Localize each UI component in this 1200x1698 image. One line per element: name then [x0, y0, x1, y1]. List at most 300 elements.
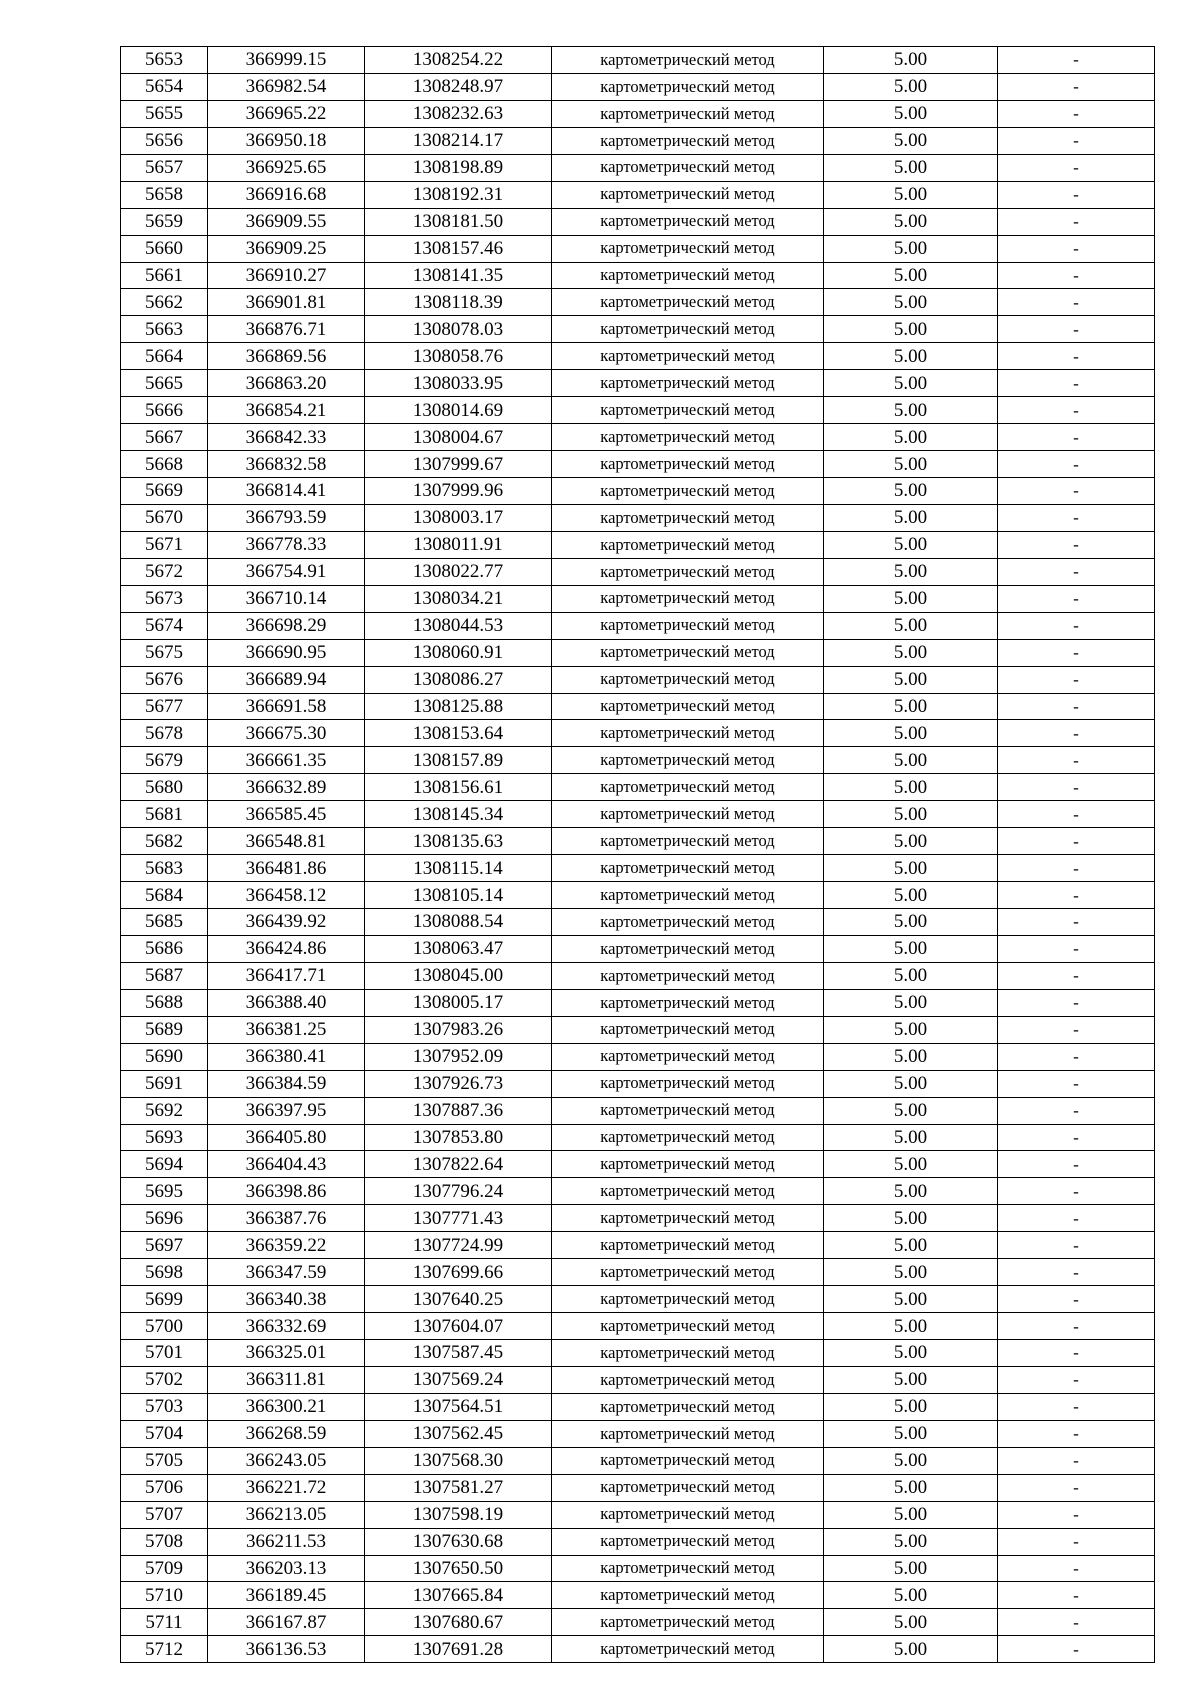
table-row: [121, 1609, 1155, 1636]
note-cell: -: [998, 1286, 1155, 1313]
note-cell: -: [998, 935, 1155, 962]
note-cell: -: [998, 1393, 1155, 1420]
point-number-cell: 5658: [121, 181, 208, 208]
accuracy-cell: 5.00: [824, 720, 998, 747]
note-cell: -: [998, 1609, 1155, 1636]
accuracy-cell: 5.00: [824, 1313, 998, 1340]
table-row: [121, 747, 1155, 774]
note-cell: -: [998, 1124, 1155, 1151]
y-coordinate-cell: 1308060.91: [365, 639, 552, 666]
method-cell: картометрический метод: [552, 1447, 824, 1474]
note-cell: -: [998, 855, 1155, 882]
note-cell: -: [998, 1070, 1155, 1097]
accuracy-cell: 5.00: [824, 962, 998, 989]
note-cell: -: [998, 989, 1155, 1016]
table-row: [121, 1043, 1155, 1070]
point-number-cell: 5679: [121, 747, 208, 774]
point-number-cell: 5678: [121, 720, 208, 747]
accuracy-cell: 5.00: [824, 208, 998, 235]
table-row: [121, 1447, 1155, 1474]
x-coordinate-cell: 366689.94: [208, 666, 365, 693]
y-coordinate-cell: 1307853.80: [365, 1124, 552, 1151]
method-cell: картометрический метод: [552, 1016, 824, 1043]
table-row: [121, 1636, 1155, 1663]
table-row: [121, 1016, 1155, 1043]
point-number-cell: 5693: [121, 1124, 208, 1151]
y-coordinate-cell: 1308145.34: [365, 801, 552, 828]
table-row: [121, 935, 1155, 962]
y-coordinate-cell: 1307604.07: [365, 1313, 552, 1340]
y-coordinate-cell: 1308088.54: [365, 909, 552, 936]
note-cell: -: [998, 154, 1155, 181]
note-cell: -: [998, 504, 1155, 531]
accuracy-cell: 5.00: [824, 397, 998, 424]
note-cell: -: [998, 774, 1155, 801]
point-number-cell: 5659: [121, 208, 208, 235]
x-coordinate-cell: 366211.53: [208, 1528, 365, 1555]
table-row: [121, 585, 1155, 612]
y-coordinate-cell: 1308141.35: [365, 262, 552, 289]
y-coordinate-cell: 1307983.26: [365, 1016, 552, 1043]
method-cell: картометрический метод: [552, 1286, 824, 1313]
note-cell: -: [998, 1420, 1155, 1447]
note-cell: -: [998, 1205, 1155, 1232]
note-cell: -: [998, 47, 1155, 74]
note-cell: -: [998, 747, 1155, 774]
accuracy-cell: 5.00: [824, 1205, 998, 1232]
table-row: [121, 855, 1155, 882]
point-number-cell: 5688: [121, 989, 208, 1016]
x-coordinate-cell: 366909.55: [208, 208, 365, 235]
y-coordinate-cell: 1308157.46: [365, 235, 552, 262]
x-coordinate-cell: 366910.27: [208, 262, 365, 289]
table-row: [121, 343, 1155, 370]
table-row: [121, 370, 1155, 397]
accuracy-cell: 5.00: [824, 424, 998, 451]
method-cell: картометрический метод: [552, 127, 824, 154]
table-row: [121, 424, 1155, 451]
point-number-cell: 5662: [121, 289, 208, 316]
point-number-cell: 5661: [121, 262, 208, 289]
table-row: [121, 1232, 1155, 1259]
note-cell: -: [998, 478, 1155, 505]
table-row: [121, 181, 1155, 208]
table-row: [121, 73, 1155, 100]
note-cell: -: [998, 1151, 1155, 1178]
point-number-cell: 5690: [121, 1043, 208, 1070]
accuracy-cell: 5.00: [824, 1636, 998, 1663]
accuracy-cell: 5.00: [824, 1070, 998, 1097]
table-row: [121, 1070, 1155, 1097]
point-number-cell: 5671: [121, 531, 208, 558]
method-cell: картометрический метод: [552, 208, 824, 235]
point-number-cell: 5698: [121, 1259, 208, 1286]
y-coordinate-cell: 1308011.91: [365, 531, 552, 558]
method-cell: картометрический метод: [552, 1313, 824, 1340]
table-row: [121, 504, 1155, 531]
coordinates-table: [120, 46, 1155, 1663]
y-coordinate-cell: 1307887.36: [365, 1097, 552, 1124]
point-number-cell: 5704: [121, 1420, 208, 1447]
method-cell: картометрический метод: [552, 801, 824, 828]
accuracy-cell: 5.00: [824, 1501, 998, 1528]
y-coordinate-cell: 1307564.51: [365, 1393, 552, 1420]
method-cell: картометрический метод: [552, 639, 824, 666]
table-row: [121, 1501, 1155, 1528]
note-cell: -: [998, 1043, 1155, 1070]
method-cell: картометрический метод: [552, 774, 824, 801]
note-cell: -: [998, 73, 1155, 100]
y-coordinate-cell: 1308125.88: [365, 693, 552, 720]
table-row: [121, 1340, 1155, 1367]
x-coordinate-cell: 366387.76: [208, 1205, 365, 1232]
method-cell: картометрический метод: [552, 1151, 824, 1178]
accuracy-cell: 5.00: [824, 343, 998, 370]
x-coordinate-cell: 366458.12: [208, 882, 365, 909]
table-row: [121, 801, 1155, 828]
table-row: [121, 962, 1155, 989]
accuracy-cell: 5.00: [824, 1609, 998, 1636]
table-row: [121, 316, 1155, 343]
accuracy-cell: 5.00: [824, 801, 998, 828]
method-cell: картометрический метод: [552, 1393, 824, 1420]
note-cell: -: [998, 100, 1155, 127]
x-coordinate-cell: 366404.43: [208, 1151, 365, 1178]
y-coordinate-cell: 1307822.64: [365, 1151, 552, 1178]
x-coordinate-cell: 366136.53: [208, 1636, 365, 1663]
table-row: [121, 1259, 1155, 1286]
method-cell: картометрический метод: [552, 855, 824, 882]
x-coordinate-cell: 366380.41: [208, 1043, 365, 1070]
point-number-cell: 5668: [121, 451, 208, 478]
note-cell: -: [998, 720, 1155, 747]
point-number-cell: 5676: [121, 666, 208, 693]
method-cell: картометрический метод: [552, 478, 824, 505]
point-number-cell: 5710: [121, 1582, 208, 1609]
accuracy-cell: 5.00: [824, 100, 998, 127]
x-coordinate-cell: 366243.05: [208, 1447, 365, 1474]
note-cell: -: [998, 1340, 1155, 1367]
note-cell: -: [998, 1501, 1155, 1528]
y-coordinate-cell: 1307598.19: [365, 1501, 552, 1528]
point-number-cell: 5687: [121, 962, 208, 989]
x-coordinate-cell: 366690.95: [208, 639, 365, 666]
x-coordinate-cell: 366213.05: [208, 1501, 365, 1528]
method-cell: картометрический метод: [552, 451, 824, 478]
note-cell: -: [998, 612, 1155, 639]
point-number-cell: 5706: [121, 1474, 208, 1501]
x-coordinate-cell: 366793.59: [208, 504, 365, 531]
method-cell: картометрический метод: [552, 289, 824, 316]
accuracy-cell: 5.00: [824, 855, 998, 882]
table-row: [121, 612, 1155, 639]
x-coordinate-cell: 366842.33: [208, 424, 365, 451]
x-coordinate-cell: 366359.22: [208, 1232, 365, 1259]
point-number-cell: 5664: [121, 343, 208, 370]
point-number-cell: 5653: [121, 47, 208, 74]
y-coordinate-cell: 1307665.84: [365, 1582, 552, 1609]
note-cell: -: [998, 1474, 1155, 1501]
y-coordinate-cell: 1308105.14: [365, 882, 552, 909]
method-cell: картометрический метод: [552, 73, 824, 100]
method-cell: картометрический метод: [552, 1070, 824, 1097]
point-number-cell: 5667: [121, 424, 208, 451]
method-cell: картометрический метод: [552, 504, 824, 531]
note-cell: -: [998, 531, 1155, 558]
note-cell: -: [998, 801, 1155, 828]
note-cell: -: [998, 693, 1155, 720]
table-row: [121, 558, 1155, 585]
accuracy-cell: 5.00: [824, 909, 998, 936]
point-number-cell: 5666: [121, 397, 208, 424]
accuracy-cell: 5.00: [824, 666, 998, 693]
y-coordinate-cell: 1308063.47: [365, 935, 552, 962]
y-coordinate-cell: 1307562.45: [365, 1420, 552, 1447]
note-cell: -: [998, 639, 1155, 666]
point-number-cell: 5702: [121, 1366, 208, 1393]
y-coordinate-cell: 1308086.27: [365, 666, 552, 693]
table-row: [121, 666, 1155, 693]
accuracy-cell: 5.00: [824, 1582, 998, 1609]
table-row: [121, 1286, 1155, 1313]
point-number-cell: 5677: [121, 693, 208, 720]
note-cell: -: [998, 316, 1155, 343]
note-cell: -: [998, 208, 1155, 235]
y-coordinate-cell: 1308014.69: [365, 397, 552, 424]
x-coordinate-cell: 366982.54: [208, 73, 365, 100]
method-cell: картометрический метод: [552, 828, 824, 855]
note-cell: -: [998, 127, 1155, 154]
note-cell: -: [998, 1555, 1155, 1582]
method-cell: картометрический метод: [552, 909, 824, 936]
accuracy-cell: 5.00: [824, 1259, 998, 1286]
x-coordinate-cell: 366661.35: [208, 747, 365, 774]
y-coordinate-cell: 1308045.00: [365, 962, 552, 989]
x-coordinate-cell: 366311.81: [208, 1366, 365, 1393]
table-row: [121, 1097, 1155, 1124]
point-number-cell: 5655: [121, 100, 208, 127]
method-cell: картометрический метод: [552, 1259, 824, 1286]
x-coordinate-cell: 366268.59: [208, 1420, 365, 1447]
accuracy-cell: 5.00: [824, 639, 998, 666]
note-cell: -: [998, 181, 1155, 208]
point-number-cell: 5712: [121, 1636, 208, 1663]
y-coordinate-cell: 1308153.64: [365, 720, 552, 747]
table-row: [121, 1528, 1155, 1555]
accuracy-cell: 5.00: [824, 451, 998, 478]
x-coordinate-cell: 366424.86: [208, 935, 365, 962]
y-coordinate-cell: 1307587.45: [365, 1340, 552, 1367]
y-coordinate-cell: 1308254.22: [365, 47, 552, 74]
point-number-cell: 5669: [121, 478, 208, 505]
method-cell: картометрический метод: [552, 666, 824, 693]
x-coordinate-cell: 366398.86: [208, 1178, 365, 1205]
point-number-cell: 5701: [121, 1340, 208, 1367]
x-coordinate-cell: 366999.15: [208, 47, 365, 74]
table-row: [121, 154, 1155, 181]
accuracy-cell: 5.00: [824, 154, 998, 181]
accuracy-cell: 5.00: [824, 127, 998, 154]
y-coordinate-cell: 1308033.95: [365, 370, 552, 397]
method-cell: картометрический метод: [552, 693, 824, 720]
method-cell: картометрический метод: [552, 343, 824, 370]
point-number-cell: 5681: [121, 801, 208, 828]
y-coordinate-cell: 1307581.27: [365, 1474, 552, 1501]
x-coordinate-cell: 366439.92: [208, 909, 365, 936]
x-coordinate-cell: 366221.72: [208, 1474, 365, 1501]
accuracy-cell: 5.00: [824, 504, 998, 531]
method-cell: картометрический метод: [552, 1636, 824, 1663]
accuracy-cell: 5.00: [824, 262, 998, 289]
x-coordinate-cell: 366585.45: [208, 801, 365, 828]
method-cell: картометрический метод: [552, 962, 824, 989]
method-cell: картометрический метод: [552, 424, 824, 451]
y-coordinate-cell: 1308022.77: [365, 558, 552, 585]
table-row: [121, 47, 1155, 74]
point-number-cell: 5654: [121, 73, 208, 100]
accuracy-cell: 5.00: [824, 47, 998, 74]
method-cell: картометрический метод: [552, 1528, 824, 1555]
point-number-cell: 5703: [121, 1393, 208, 1420]
x-coordinate-cell: 366814.41: [208, 478, 365, 505]
x-coordinate-cell: 366332.69: [208, 1313, 365, 1340]
table-row: [121, 397, 1155, 424]
x-coordinate-cell: 366710.14: [208, 585, 365, 612]
y-coordinate-cell: 1307569.24: [365, 1366, 552, 1393]
y-coordinate-cell: 1308058.76: [365, 343, 552, 370]
y-coordinate-cell: 1307926.73: [365, 1070, 552, 1097]
method-cell: картометрический метод: [552, 1097, 824, 1124]
method-cell: картометрический метод: [552, 1178, 824, 1205]
table-row: [121, 1555, 1155, 1582]
x-coordinate-cell: 366397.95: [208, 1097, 365, 1124]
point-number-cell: 5707: [121, 1501, 208, 1528]
y-coordinate-cell: 1308214.17: [365, 127, 552, 154]
accuracy-cell: 5.00: [824, 1447, 998, 1474]
x-coordinate-cell: 366417.71: [208, 962, 365, 989]
point-number-cell: 5705: [121, 1447, 208, 1474]
x-coordinate-cell: 366675.30: [208, 720, 365, 747]
point-number-cell: 5663: [121, 316, 208, 343]
method-cell: картометрический метод: [552, 1340, 824, 1367]
x-coordinate-cell: 366189.45: [208, 1582, 365, 1609]
y-coordinate-cell: 1308232.63: [365, 100, 552, 127]
y-coordinate-cell: 1308181.50: [365, 208, 552, 235]
x-coordinate-cell: 366754.91: [208, 558, 365, 585]
note-cell: -: [998, 1178, 1155, 1205]
note-cell: -: [998, 262, 1155, 289]
point-number-cell: 5697: [121, 1232, 208, 1259]
x-coordinate-cell: 366381.25: [208, 1016, 365, 1043]
accuracy-cell: 5.00: [824, 1151, 998, 1178]
y-coordinate-cell: 1307691.28: [365, 1636, 552, 1663]
accuracy-cell: 5.00: [824, 289, 998, 316]
method-cell: картометрический метод: [552, 316, 824, 343]
y-coordinate-cell: 1307999.67: [365, 451, 552, 478]
table-row: [121, 289, 1155, 316]
point-number-cell: 5680: [121, 774, 208, 801]
y-coordinate-cell: 1308003.17: [365, 504, 552, 531]
method-cell: картометрический метод: [552, 1609, 824, 1636]
method-cell: картометрический метод: [552, 235, 824, 262]
point-number-cell: 5700: [121, 1313, 208, 1340]
method-cell: картометрический метод: [552, 370, 824, 397]
accuracy-cell: 5.00: [824, 693, 998, 720]
note-cell: -: [998, 289, 1155, 316]
method-cell: картометрический метод: [552, 1420, 824, 1447]
x-coordinate-cell: 366778.33: [208, 531, 365, 558]
accuracy-cell: 5.00: [824, 882, 998, 909]
x-coordinate-cell: 366384.59: [208, 1070, 365, 1097]
point-number-cell: 5692: [121, 1097, 208, 1124]
method-cell: картометрический метод: [552, 100, 824, 127]
point-number-cell: 5694: [121, 1151, 208, 1178]
accuracy-cell: 5.00: [824, 1097, 998, 1124]
method-cell: картометрический метод: [552, 1205, 824, 1232]
point-number-cell: 5691: [121, 1070, 208, 1097]
y-coordinate-cell: 1308157.89: [365, 747, 552, 774]
x-coordinate-cell: 366854.21: [208, 397, 365, 424]
accuracy-cell: 5.00: [824, 1043, 998, 1070]
note-cell: -: [998, 1259, 1155, 1286]
accuracy-cell: 5.00: [824, 235, 998, 262]
point-number-cell: 5685: [121, 909, 208, 936]
accuracy-cell: 5.00: [824, 1474, 998, 1501]
method-cell: картометрический метод: [552, 989, 824, 1016]
point-number-cell: 5699: [121, 1286, 208, 1313]
y-coordinate-cell: 1308078.03: [365, 316, 552, 343]
x-coordinate-cell: 366925.65: [208, 154, 365, 181]
method-cell: картометрический метод: [552, 262, 824, 289]
table-row: [121, 774, 1155, 801]
y-coordinate-cell: 1307999.96: [365, 478, 552, 505]
table-row: [121, 1205, 1155, 1232]
x-coordinate-cell: 366691.58: [208, 693, 365, 720]
table-row: [121, 262, 1155, 289]
x-coordinate-cell: 366916.68: [208, 181, 365, 208]
y-coordinate-cell: 1307680.67: [365, 1609, 552, 1636]
table-row: [121, 478, 1155, 505]
table-row: [121, 100, 1155, 127]
x-coordinate-cell: 366632.89: [208, 774, 365, 801]
x-coordinate-cell: 366876.71: [208, 316, 365, 343]
accuracy-cell: 5.00: [824, 828, 998, 855]
y-coordinate-cell: 1307699.66: [365, 1259, 552, 1286]
note-cell: -: [998, 1016, 1155, 1043]
y-coordinate-cell: 1307796.24: [365, 1178, 552, 1205]
method-cell: картометрический метод: [552, 1555, 824, 1582]
point-number-cell: 5665: [121, 370, 208, 397]
accuracy-cell: 5.00: [824, 612, 998, 639]
note-cell: -: [998, 882, 1155, 909]
y-coordinate-cell: 1307650.50: [365, 1555, 552, 1582]
coordinates-table-body: [121, 47, 1155, 1663]
note-cell: -: [998, 1636, 1155, 1663]
accuracy-cell: 5.00: [824, 1232, 998, 1259]
accuracy-cell: 5.00: [824, 531, 998, 558]
accuracy-cell: 5.00: [824, 558, 998, 585]
table-row: [121, 1366, 1155, 1393]
y-coordinate-cell: 1308115.14: [365, 855, 552, 882]
method-cell: картометрический метод: [552, 1366, 824, 1393]
accuracy-cell: 5.00: [824, 1340, 998, 1367]
table-row: [121, 828, 1155, 855]
note-cell: -: [998, 1528, 1155, 1555]
note-cell: -: [998, 370, 1155, 397]
y-coordinate-cell: 1308192.31: [365, 181, 552, 208]
x-coordinate-cell: 366481.86: [208, 855, 365, 882]
note-cell: -: [998, 343, 1155, 370]
